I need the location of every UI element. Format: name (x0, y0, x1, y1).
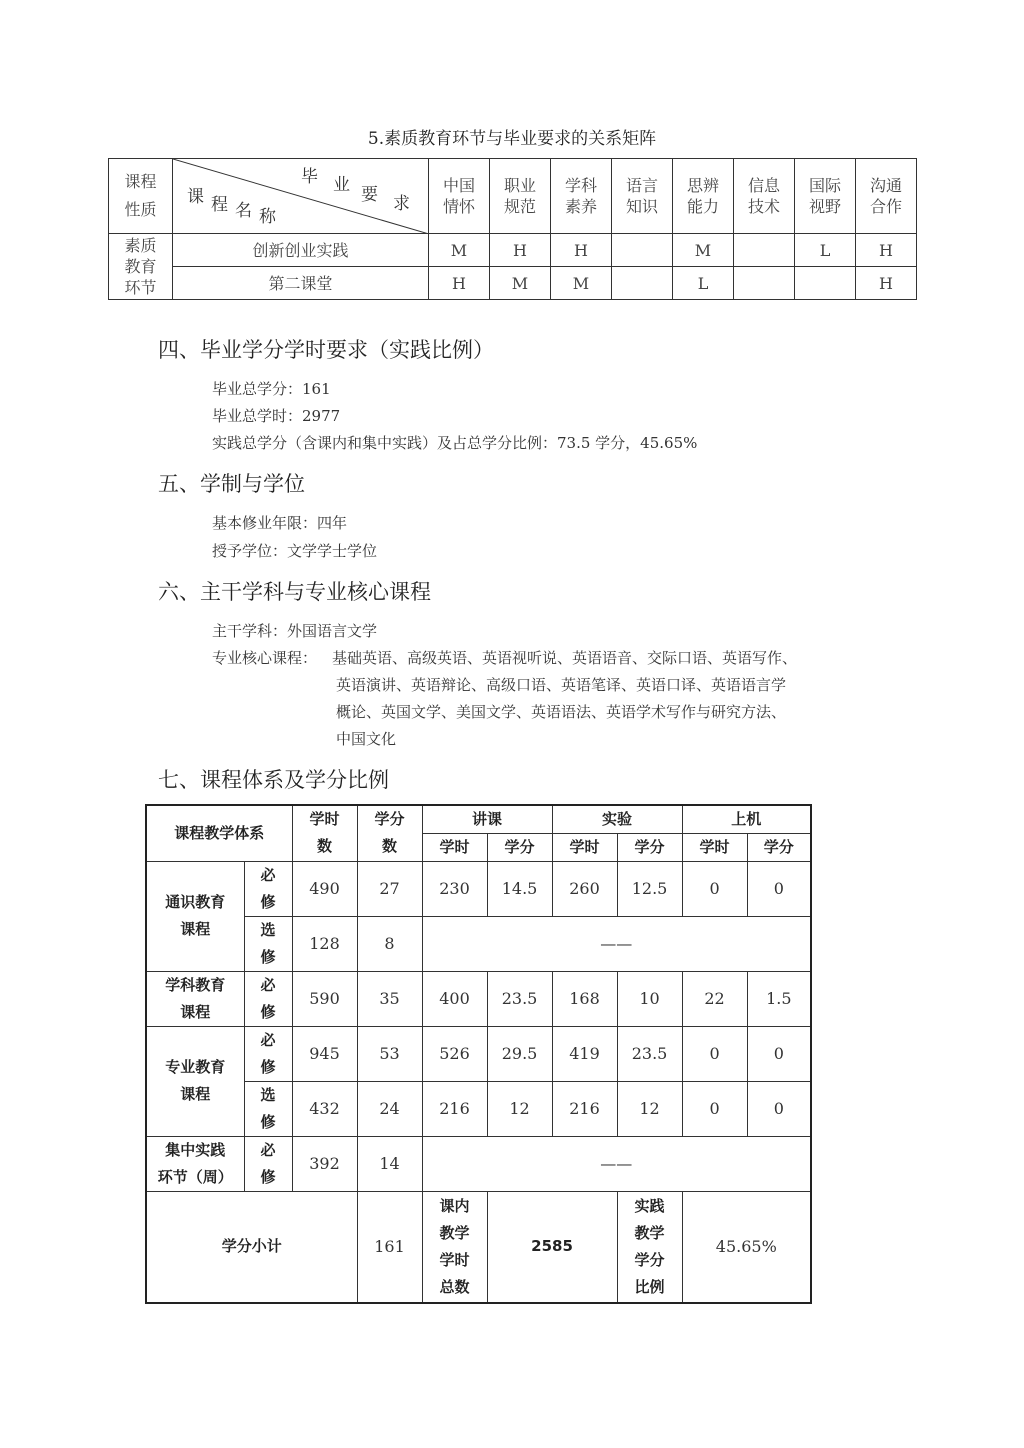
table-cell: 0 (747, 1081, 811, 1136)
degree-line: 授予学位：文学学士学位 (212, 542, 378, 560)
matrix-value: L (673, 267, 734, 300)
inclass-hours-value: 2585 (487, 1191, 617, 1303)
table-cell: 490 (292, 861, 357, 916)
table-cell: 23.5 (487, 971, 552, 1026)
section-6-heading: 六、主干学科与专业核心课程 (158, 580, 431, 604)
practice-ratio-line: 实践总学分（含课内和集中实践）及占总学分比例：73.5 学分，45.65% (212, 434, 698, 452)
core-courses-label: 专业核心课程： (212, 649, 318, 667)
table-cell: 0 (747, 861, 811, 916)
core-courses-line: 概论、英国文学、美国文学、英语语法、英语学术写作与研究方法、 (336, 703, 787, 721)
required-label: 必 修 (244, 971, 292, 1026)
group-general: 通识教育 课程 (146, 861, 244, 971)
matrix-value (612, 267, 673, 300)
matrix-value: H (429, 267, 490, 300)
core-courses-line: 基础英语、高级英语、英语视听说、英语语音、交际口语、英语写作、 (332, 649, 798, 667)
core-courses-line: 英语演讲、英语辩论、高级口语、英语笔译、英语口译、英语语言学 (336, 676, 787, 694)
matrix-value: L (795, 234, 856, 267)
table-cell: 53 (357, 1026, 422, 1081)
matrix-value: M (490, 267, 551, 300)
section-4-heading: 四、毕业学分学时要求（实践比例） (158, 338, 494, 362)
table-cell: 29.5 (487, 1026, 552, 1081)
table-cell: 14 (357, 1136, 422, 1191)
diagonal-header-cell: 毕 业 要 求 课 程 名 称 (173, 159, 429, 234)
table-cell: 216 (552, 1081, 617, 1136)
matrix-value: H (856, 267, 917, 300)
table-cell: 432 (292, 1081, 357, 1136)
table-cell: 22 (682, 971, 747, 1026)
system-header: 课程教学体系 (146, 805, 292, 861)
core-courses-line: 中国文化 (336, 730, 397, 748)
lab-header: 实验 (552, 805, 682, 833)
group-major: 专业教育 课程 (146, 1026, 244, 1136)
matrix-value: M (429, 234, 490, 267)
study-years-line: 基本修业年限：四年 (212, 514, 348, 532)
matrix-value (734, 234, 795, 267)
table-cell: 0 (682, 1081, 747, 1136)
sub-header: 学分 (617, 833, 682, 861)
empty-dash-cell: —— (422, 1136, 811, 1191)
computer-header: 上机 (682, 805, 811, 833)
table-cell: 35 (357, 971, 422, 1026)
req-header: 语言 知识 (612, 159, 673, 234)
matrix-value (734, 267, 795, 300)
sub-header: 学时 (552, 833, 617, 861)
table-cell: 400 (422, 971, 487, 1026)
table-cell: 12.5 (617, 861, 682, 916)
total-hours-line: 毕业总学时：2977 (212, 407, 341, 425)
req-header: 学科 素养 (551, 159, 612, 234)
table-cell: 392 (292, 1136, 357, 1191)
table-cell: 0 (747, 1026, 811, 1081)
inclass-hours-label: 课内 教学 学时 总数 (422, 1191, 487, 1303)
section-5-heading: 五、学制与学位 (158, 472, 305, 496)
total-credits-line: 毕业总学分：161 (212, 380, 331, 398)
practice-ratio-value: 45.65% (682, 1191, 811, 1303)
practice-ratio-label: 实践 教学 学分 比例 (617, 1191, 682, 1303)
category-cell: 素质 教育 环节 (109, 234, 173, 300)
table-cell: 27 (357, 861, 422, 916)
matrix-value: M (551, 267, 612, 300)
subtotal-label: 学分小计 (146, 1191, 357, 1303)
table-cell: 260 (552, 861, 617, 916)
credits-header: 学分 数 (357, 805, 422, 861)
table-cell: 945 (292, 1026, 357, 1081)
req-header: 国际 视野 (795, 159, 856, 234)
requirement-matrix-table (108, 158, 917, 300)
required-label: 必 修 (244, 1026, 292, 1081)
group-practice: 集中实践 环节（周） (146, 1136, 244, 1191)
course-structure-table (145, 804, 812, 1304)
table-cell: 23.5 (617, 1026, 682, 1081)
elective-label: 选 修 (244, 1081, 292, 1136)
sub-header: 学时 (682, 833, 747, 861)
course-name: 第二课堂 (173, 267, 429, 300)
sub-header: 学分 (487, 833, 552, 861)
table-cell: 12 (617, 1081, 682, 1136)
req-header: 中国 情怀 (429, 159, 490, 234)
empty-dash-cell: —— (422, 916, 811, 971)
lecture-header: 讲课 (422, 805, 552, 833)
matrix-caption: 5.素质教育环节与毕业要求的关系矩阵 (367, 129, 657, 149)
table-cell: 24 (357, 1081, 422, 1136)
matrix-value (612, 234, 673, 267)
hours-header: 学时 数 (292, 805, 357, 861)
table-cell: 168 (552, 971, 617, 1026)
req-header: 沟通 合作 (856, 159, 917, 234)
req-header: 信息 技术 (734, 159, 795, 234)
table-cell: 10 (617, 971, 682, 1026)
table-cell: 0 (682, 1026, 747, 1081)
matrix-value: M (673, 234, 734, 267)
matrix-value (795, 267, 856, 300)
table-cell: 1.5 (747, 971, 811, 1026)
table-cell: 230 (422, 861, 487, 916)
table-cell: 128 (292, 916, 357, 971)
matrix-value: H (551, 234, 612, 267)
matrix-value: H (490, 234, 551, 267)
table-cell: 12 (487, 1081, 552, 1136)
course-nature-header: 课程 性质 (109, 159, 173, 234)
subtotal-credits: 161 (357, 1191, 422, 1303)
table-cell: 216 (422, 1081, 487, 1136)
table-cell: 590 (292, 971, 357, 1026)
required-label: 必 修 (244, 1136, 292, 1191)
matrix-value: H (856, 234, 917, 267)
group-discipline: 学科教育 课程 (146, 971, 244, 1026)
req-header: 职业 规范 (490, 159, 551, 234)
table-cell: 8 (357, 916, 422, 971)
sub-header: 学分 (747, 833, 811, 861)
sub-header: 学时 (422, 833, 487, 861)
course-name: 创新创业实践 (173, 234, 429, 267)
main-discipline-line: 主干学科：外国语言文学 (212, 622, 378, 640)
table-cell: 419 (552, 1026, 617, 1081)
table-cell: 526 (422, 1026, 487, 1081)
section-7-heading: 七、课程体系及学分比例 (158, 768, 389, 792)
req-header: 思辨 能力 (673, 159, 734, 234)
elective-label: 选 修 (244, 916, 292, 971)
required-label: 必 修 (244, 861, 292, 916)
table-cell: 0 (682, 861, 747, 916)
table-cell: 14.5 (487, 861, 552, 916)
